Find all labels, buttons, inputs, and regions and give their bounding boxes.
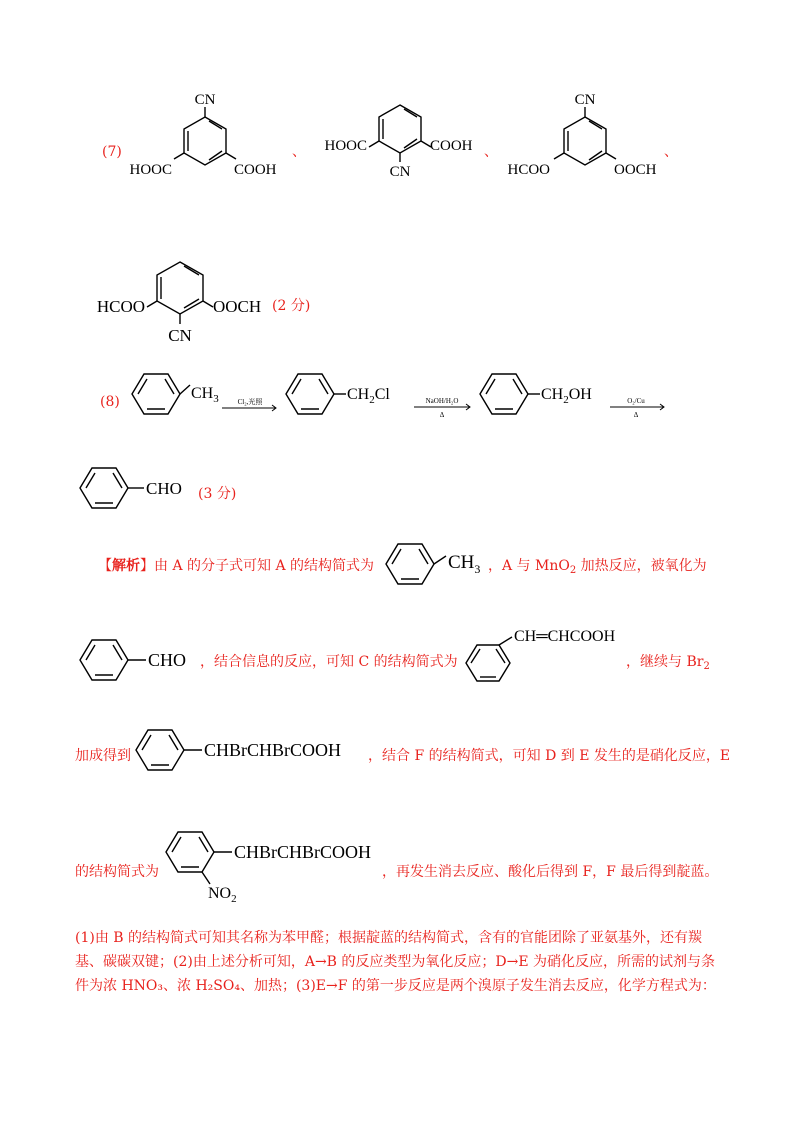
analysis-line-1b [488, 556, 707, 576]
q7-structure-2 [305, 92, 485, 192]
q7-s1-left: HOOC [129, 162, 172, 178]
q8-ch2cl-sub: 2 [369, 394, 375, 406]
q7-sep-3: 、 [664, 144, 678, 160]
q7-s4-left: HCOO [96, 297, 145, 316]
analysis-t7: 的结构简式为 [75, 864, 159, 880]
analysis-bracket-close: 】 [140, 558, 154, 574]
q7-s2-bottom: CN [389, 164, 411, 180]
q8-ch3: CH [191, 385, 214, 402]
q7-s2-left: HOOC [324, 138, 367, 154]
svg-text:CH2OH [541, 386, 592, 406]
analysis-t2b: 加热反应，被氧化为 [576, 558, 707, 574]
q7-structure-1 [120, 92, 290, 192]
q8-benzaldehyde [74, 460, 204, 520]
analysis-t5: 加成得到 [75, 748, 131, 764]
q7-s4-bottom: CN [168, 326, 192, 345]
analysis-e-no2: NO [208, 885, 232, 902]
q8-arrow-1 [220, 392, 280, 422]
q7-sep-1: 、 [292, 144, 306, 160]
q7-structure-3 [495, 92, 665, 192]
analysis-t2-sub: 2 [569, 565, 577, 576]
q8-ch2oh-end: OH [568, 386, 592, 403]
analysis-benzaldehyde [74, 632, 204, 692]
q8-arrow2-bottom: Δ [439, 411, 445, 419]
q8-ch2cl-end: Cl [374, 386, 390, 403]
analysis-cinnamic-acid [456, 618, 646, 693]
analysis-d-structure [130, 722, 370, 782]
q7-s3-top: CN [574, 92, 596, 108]
analysis-line-2b [626, 652, 710, 672]
analysis-t1: 由 A 的分子式可知 A 的结构简式为 [154, 558, 375, 574]
q8-arrow3-top: O₂/Cu [627, 397, 645, 405]
svg-text:CH3 [191, 385, 219, 405]
q8-ch2cl: CH [347, 386, 370, 403]
q8-benzyl-alcohol [474, 366, 614, 426]
q8-arrow1-top: Cl₂,光照 [237, 398, 263, 406]
analysis-d-struct: CHBrCHBrCOOH [204, 740, 342, 760]
q8-arrow3-bottom: Δ [633, 411, 639, 419]
analysis-ch3: CH [448, 552, 475, 573]
q8-arrow-3 [608, 392, 668, 422]
analysis-t8: ，再发生消去反应、酸化后得到 F，F 最后得到靛蓝。 [382, 864, 719, 880]
analysis-t3: ，结合信息的反应，可知 C 的结构简式为 [200, 654, 458, 670]
q8-toluene [118, 366, 228, 426]
q7-s3-right: OOCH [614, 162, 657, 178]
q8-arrow2-top: NaOH/H₂O [425, 397, 459, 405]
analysis-e-struct: CHBrCHBrCOOH [234, 842, 372, 862]
q8-score: (3 分) [198, 486, 237, 502]
analysis-e-structure [158, 822, 398, 907]
analysis-line-1 [98, 556, 374, 576]
analysis-t6: ，结合 F 的结构简式，可知 D 到 E 发生的是硝化反应，E [368, 748, 731, 764]
analysis-cho: CHO [148, 650, 187, 670]
q7-score: (2 分) [272, 298, 311, 314]
svg-text:CH2Cl [347, 386, 390, 406]
q7-s3-left: HCOO [507, 162, 550, 178]
analysis-t4-sub: 2 [703, 661, 710, 672]
analysis-toluene [380, 536, 490, 596]
q8-ch2oh-sub: 2 [563, 394, 569, 406]
analysis-ch3-sub: 3 [474, 562, 481, 576]
analysis-e-no2-sub: 2 [231, 893, 237, 905]
analysis-c-struct: CH═CHCOOH [514, 628, 616, 645]
q7-s4-right: OOCH [213, 297, 262, 316]
q7-s1-top: CN [194, 92, 216, 108]
q7-s1-right: COOH [234, 162, 277, 178]
analysis-paragraph: (1)由 B 的结构简式可知其名称为苯甲醛；根据靛蓝的结构简式，含有的官能团除了亚氨基外，还有羰基、碳碳双键；(2)由上述分析可知，A→B 的反应类型为氧化反应；D→E 为硝化反应，所需的试剂与条件为浓 HNO₃、浓 H₂SO₄、加热；(3)E→F 的第一步反应是两个溴原子发生消去反应，化学方程式为： [75, 930, 716, 994]
analysis-t4: ，继续与 Br [626, 654, 704, 670]
q8-benzyl-chloride [280, 366, 410, 426]
analysis-label: 解析 [112, 558, 140, 574]
q8-ch2oh: CH [541, 386, 564, 403]
svg-text:NO2 [208, 885, 237, 905]
analysis-t2: ，A 与 MnO [488, 558, 570, 574]
q7-number: (7) [102, 144, 122, 160]
svg-text:CH3 [448, 552, 480, 576]
q8-number: (8) [100, 394, 120, 410]
q8-ch3-sub: 3 [213, 393, 219, 405]
q8-arrow-2 [412, 392, 474, 422]
analysis-bracket-open: 【 [98, 558, 112, 574]
q8-cho: CHO [146, 479, 182, 498]
q7-sep-2: 、 [484, 144, 498, 160]
q7-structure-4 [75, 250, 305, 350]
q7-s2-right: COOH [430, 138, 473, 154]
